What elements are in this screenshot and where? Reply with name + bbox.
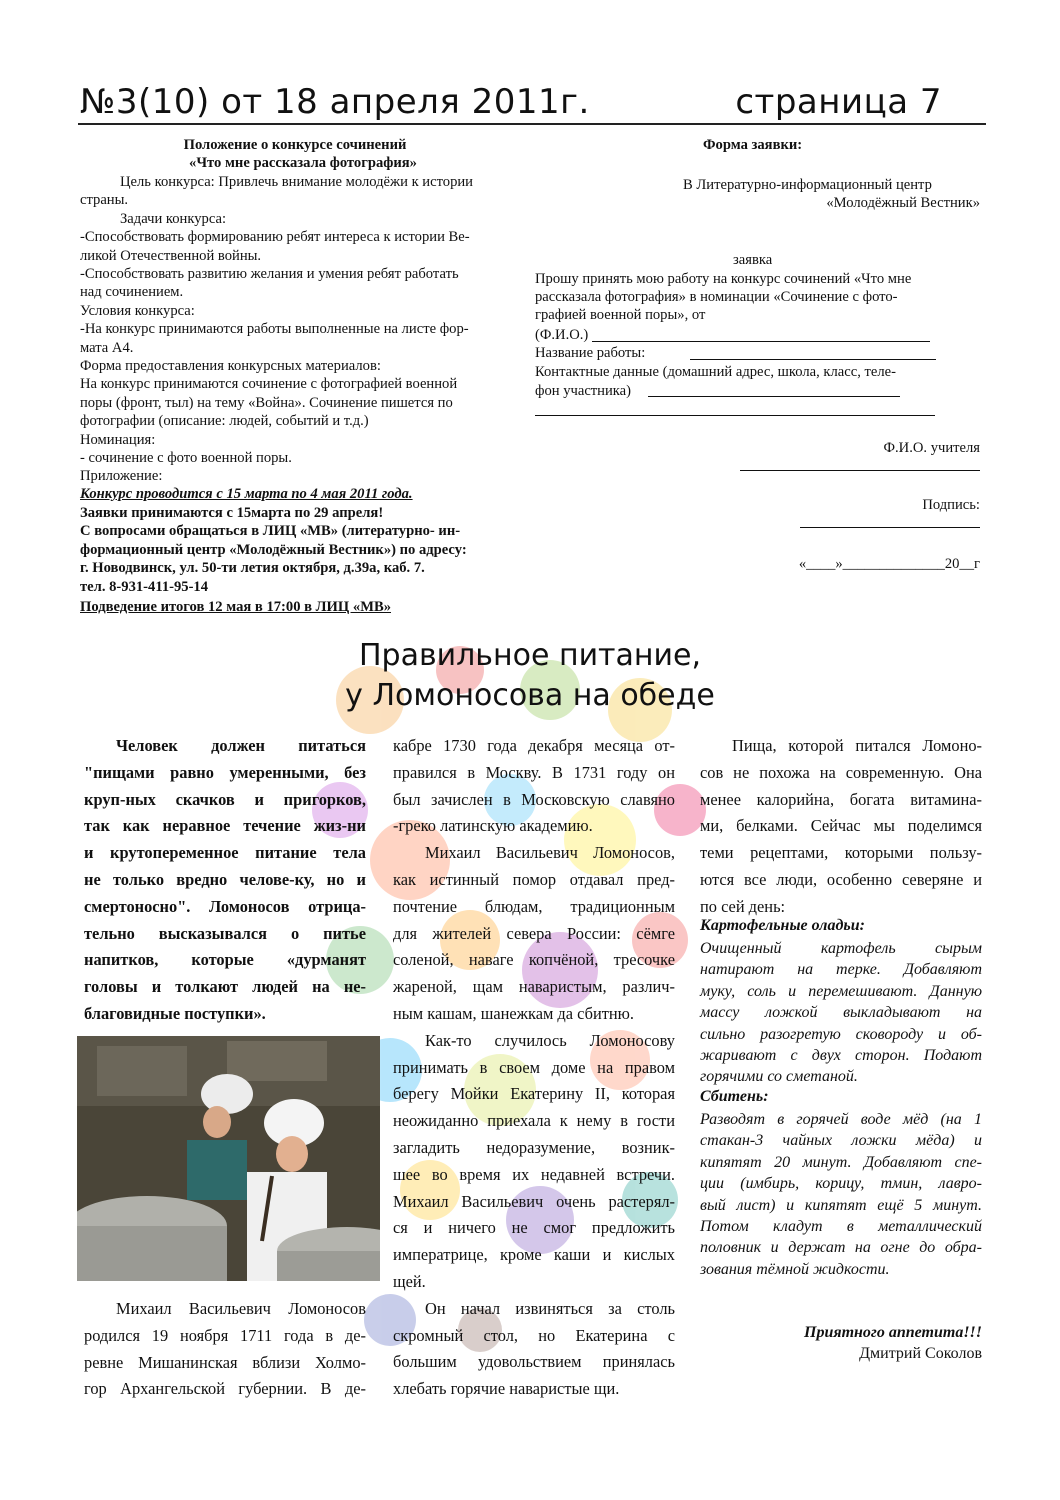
contest-subtitle: «Что мне рассказала фотография» [189, 155, 417, 171]
history-line: ся и ничего не смог предложить [393, 1218, 675, 1238]
history-line: был зачислен в Московскую славяно [393, 789, 675, 809]
form-signature-label: Подпись: [922, 497, 980, 513]
biography-line: ревне Мишанинская вблизи Холмо- [84, 1352, 366, 1372]
intro-line: напитков, которые «дурманят [84, 950, 366, 970]
recipe-line: Очищенный картофель сырым [700, 940, 982, 957]
contest-line: Форма предоставления конкурсных материалов: [80, 358, 381, 374]
history-line: жареной, щам наваристым, различ- [393, 977, 675, 997]
contest-line: Условия конкурса: [80, 302, 195, 319]
recipe-line: сильно разогретую сковороду и об- [700, 1025, 982, 1043]
recipe-line: Разводят в горячей воде мёд (на 1 [700, 1111, 982, 1128]
form-contacts-line2: фон участника) [535, 383, 632, 399]
history-line: кабре 1730 года декабря месяца от- [393, 736, 675, 755]
recipe2-title: Сбитень: [700, 1088, 769, 1105]
history-line: ным кашам, шанежкам да сбитню. [393, 1003, 635, 1023]
article-recipes-intro [700, 733, 982, 921]
form-signature-line [800, 527, 980, 528]
recipe-line: натирают на терке. Добавляют [700, 961, 982, 979]
form-addressee-line2: «Молодёжный Вестник» [826, 195, 980, 211]
recipes-intro-line: по сей день: [700, 896, 786, 916]
recipe-line: зования тёмной жидкости. [700, 1260, 890, 1278]
article-biography [84, 1296, 366, 1403]
history-line: почтение блюдам, традиционным [393, 896, 675, 916]
history-line: загладить недоразумение, возник- [393, 1137, 675, 1157]
contest-contact-line: г. Новодвинск, ул. 50-ти летия октября, д.39а, каб. 7. [80, 560, 425, 577]
form-request-line3: графией военной поры», от [535, 307, 706, 323]
contest-line: -На конкурс принимаются работы выполненные на листе фор- [80, 321, 469, 338]
intro-line: смертоносно". Ломоносов отрица- [84, 896, 366, 916]
contest-contact-line: формационный центр «Молодёжный Вестник») по адресу: [80, 541, 467, 558]
intro-line: и крутопеременное питание тела [84, 843, 366, 863]
form-date: «____»______________20__г [798, 556, 980, 572]
recipe-line: стакан-3 чайных ложки мёда) и [700, 1132, 982, 1150]
form-work-line [690, 359, 936, 360]
history-line: для жителей севера России: сёмге [393, 923, 675, 943]
contest-contact-line: Заявки принимаются с 15марта по 29 апреля! [80, 505, 384, 521]
form-teacher-line [740, 470, 980, 471]
form-contacts-line-b [535, 415, 935, 416]
history-line: неожиданно приехала к нему в гости [393, 1111, 675, 1131]
article-title-line2: у Ломоносова на обеде [345, 678, 715, 713]
form-contacts-line1: Контактные данные (домашний адрес, школа, класс, теле- [535, 364, 896, 380]
article-title-line1: Правильное питание, [358, 638, 702, 673]
contest-line: -Способствовать формированию ребят интереса к истории Ве- [80, 229, 470, 246]
recipe1-text [700, 938, 982, 1088]
history-line: соленой, наваге копчёной, тресочке [393, 950, 675, 970]
intro-line: "пищами равно умеренными, без [84, 762, 366, 782]
form-fio-label: (Ф.И.О.) [535, 327, 589, 343]
intro-line: головы и толкают людей на не- [84, 977, 366, 997]
page-number: страница 7 [735, 82, 942, 122]
contest-line: Приложение: [80, 468, 163, 485]
history-line: шее во время их недавней встречи. [393, 1164, 675, 1184]
contest-contact-line: С вопросами обращаться в ЛИЦ «МВ» (литературно- ин- [80, 523, 461, 540]
contest-line: мата А4. [80, 339, 134, 356]
history-line: Михаил Васильевич Ломоносов, [425, 843, 675, 863]
history-line: императрице, кроме каши и кислых [393, 1245, 675, 1265]
history-line: Михаил Васильевич очень растерял- [393, 1191, 675, 1211]
contest-line: - сочинение с фото военной поры. [80, 450, 292, 466]
recipes-intro-line: Пища, которой питался Ломоно- [732, 736, 982, 755]
intro-line: круп-ных скачков и пригорков, [84, 789, 366, 809]
contest-line: Номинация: [80, 431, 156, 448]
recipe1-title: Картофельные оладьи: [700, 917, 865, 934]
intro-line: тельно высказывался о питье [84, 923, 366, 943]
history-line: как истинный помор отдавал пред- [393, 869, 675, 889]
contest-results: Подведение итогов 12 мая в 17:00 в ЛИЦ «МВ» [80, 599, 391, 615]
recipes-intro-line: менее калорийна, богата витамина- [700, 789, 982, 809]
recipe-line: жаривают с двух сторон. Подают [700, 1047, 982, 1065]
recipe-line: кипятят 20 минут. Добавляют спе- [700, 1153, 982, 1171]
recipes-intro-line: ются все люди, особенно северяне и [700, 869, 982, 889]
recipe-line: массу ложкой выкладывают на [700, 1004, 982, 1022]
history-line: щей. [393, 1271, 426, 1291]
form-contacts-line-a [648, 396, 900, 397]
contest-title: Положение о конкурсе сочинений [183, 137, 407, 153]
contest-dates: Конкурс проводится с 15 марта по 4 мая 2011 года. [80, 486, 413, 502]
biography-line: родился 19 ноября 1711 года в де- [84, 1325, 366, 1345]
contest-line: На конкурс принимаются сочинение с фотографией военной [80, 376, 458, 393]
contest-line: Цель конкурса: Привлечь внимание молодёжи к истории [120, 174, 473, 190]
history-line: правился в Москву. В 1731 году он [393, 762, 675, 782]
history-line: -греко латинскую академию. [393, 816, 593, 836]
contest-line: ликой Отечественной войны. [80, 247, 262, 264]
form-teacher-label: Ф.И.О. учителя [883, 440, 980, 456]
contest-line: поры (фронт, тыл) на тему «Война». Сочинение пишется по [80, 394, 453, 411]
history-line: принимать в своем доме на правом [393, 1057, 675, 1077]
article-history [393, 733, 675, 1403]
recipe2-text [700, 1109, 982, 1280]
intro-line: так как неравное течение жиз-ни [84, 816, 366, 836]
article-intro [84, 733, 366, 1028]
biography-line: гор Архангельской губернии. В де- [84, 1379, 366, 1399]
form-addressee-line1: В Литературно-информационный центр [683, 177, 932, 193]
contest-line: Задачи конкурса: [120, 210, 227, 227]
intro-line: Человек должен питаться [116, 736, 366, 755]
form-fio-line [592, 341, 930, 342]
header-rule [78, 123, 986, 125]
history-line: хлебать горячие наваристые щи. [393, 1379, 620, 1399]
form-work-label: Название работы: [535, 345, 646, 361]
history-line: большим удовольствием принялась [393, 1352, 675, 1372]
biography-line: Михаил Васильевич Ломоносов [116, 1299, 366, 1318]
history-line: скромный стол, но Екатерина с [393, 1325, 675, 1345]
history-line: Как-то случилось Ломоносову [425, 1030, 675, 1050]
contest-line: страны. [80, 192, 129, 209]
intro-line: благовидные поступки». [84, 1003, 266, 1023]
recipe-line: Потом кладут в металлический [700, 1218, 982, 1236]
recipe-line: муку, соль и перемешивают. Данную [700, 982, 982, 1000]
recipe-line: половник и держат на огне до обра- [700, 1239, 982, 1257]
recipes-intro-line: сов не похожа на современную. Она [700, 762, 982, 782]
contest-contact-line: тел. 8-931-411-95-14 [80, 578, 209, 595]
history-line: Он начал извиняться за столь [425, 1298, 675, 1318]
recipe-line: горячими со сметаной. [700, 1068, 858, 1086]
form-title: Форма заявки: [703, 137, 803, 153]
recipe-line: вый лист) и кипятят ещё 5 минут. [700, 1196, 982, 1214]
recipe-line: ции (имбирь, корицу, тмин, лавро- [700, 1175, 982, 1193]
recipes-intro-line: теми рецептами, которыми пользу- [700, 843, 982, 863]
contest-line: над сочинением. [80, 284, 184, 301]
recipes-intro-line: ми, белками. Сейчас мы поделимся [700, 816, 982, 836]
article-author: Дмитрий Соколов [859, 1345, 982, 1362]
issue-number: №3(10) от 18 апреля 2011г. [80, 82, 590, 122]
form-request-line1: Прошу принять мою работу на конкурс сочинений «Что мне [535, 271, 912, 287]
history-line: берегу Мойки Екатерину II, которая [393, 1084, 675, 1104]
closing-phrase: Приятного аппетита!!! [804, 1324, 982, 1341]
form-request-line2: рассказала фотография» в номинации «Сочинение с фото- [535, 289, 898, 305]
intro-line: не только вредно челове-ку, но и [84, 869, 366, 889]
cooks-photo [77, 1036, 380, 1281]
contest-line: -Способствовать развитию желания и умения ребят работать [80, 266, 459, 282]
contest-line: фотографии (описание: людей, событий и т.д.) [80, 413, 369, 430]
form-word-application: заявка [733, 252, 773, 268]
